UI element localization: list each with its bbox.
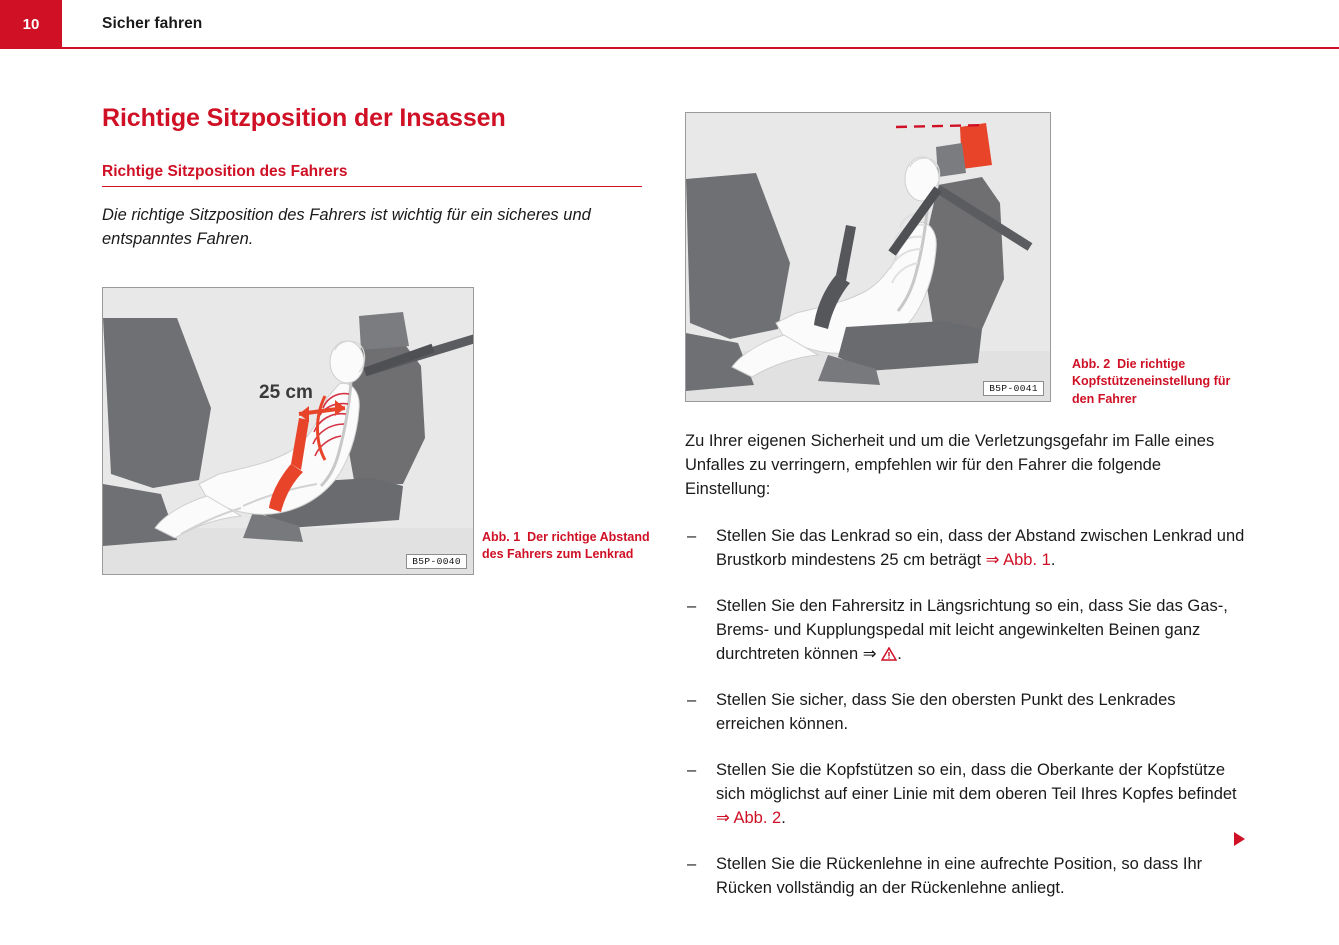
page-header — [0, 0, 1339, 48]
list-item — [685, 688, 1245, 737]
figure-2-caption-text: Die richtige Kopfstützeneinstellung für den Fahrer — [1072, 357, 1231, 406]
figure-1-label: Abb. 1 — [482, 530, 521, 544]
list-item — [685, 594, 1245, 667]
figure-2-label: Abb. 2 — [1072, 357, 1111, 371]
right-column — [685, 430, 1245, 922]
figure-1-image — [102, 287, 474, 575]
figure-1-caption-text: Der richtige Abstand des Fahrers zum Lenkrad — [482, 530, 650, 562]
list-item-text-end: . — [1050, 551, 1056, 570]
list-item-text-end: . — [781, 809, 786, 828]
intro-paragraph: Zu Ihrer eigenen Sicherheit und um die Verletzungsgefahr im Falle eines Unfalles zu verringern, empfehlen wir für den Fahrer die folgende Einstellung: — [685, 432, 1215, 498]
list-item-text: Stellen Sie die Kopfstützen so ein, dass die Oberkante der Kopfstütze sich möglichst auf einer Linie mit dem oberen Teil Ihres Kopfes befindet — [716, 760, 1237, 804]
list-marker: – — [687, 690, 697, 709]
list-item-text: Stellen Sie den Fahrersitz in Längsrichtung so ein, dass Sie das Gas-, Brems- und Kupplungspedal mit leicht angewinkelten Beinen ganz durchtreten können ⇒ — [716, 596, 1228, 664]
list-item-text: Stellen Sie das Lenkrad so ein, dass der Abstand zwischen Lenkrad und Brustkorb mindestens 25 cm beträgt — [716, 526, 1245, 570]
list-item — [685, 524, 1245, 573]
list-marker: – — [687, 596, 697, 615]
section-heading: Richtige Sitzposition des Fahrers — [102, 163, 642, 187]
page-number: 10 — [22, 15, 40, 33]
left-column — [102, 104, 662, 252]
figure-2-image — [685, 112, 1051, 402]
list-item — [685, 852, 1245, 901]
continue-arrow-icon — [1234, 832, 1245, 846]
list-item-text: Stellen Sie sicher, dass Sie den obersten Punkt des Lenkrades erreichen können. — [716, 690, 1176, 734]
figure-1-illustration — [103, 288, 473, 574]
warning-triangle-icon — [881, 647, 897, 661]
figure-2-illustration — [686, 113, 1050, 401]
page-title: Richtige Sitzposition der Insassen — [102, 104, 506, 132]
lead-paragraph: Die richtige Sitzposition des Fahrers ist wichtig für ein sicheres und entspanntes Fahren. — [102, 206, 591, 248]
chapter-running-head: Sicher fahren — [102, 15, 203, 32]
list-item-text: Stellen Sie die Rückenlehne in eine aufrechte Position, so dass Ihr Rücken vollständig an der Rückenlehne anliegt. — [716, 854, 1203, 898]
figure-2-caption — [1072, 356, 1242, 408]
figure-1-code: B5P-0040 — [406, 554, 467, 569]
list-marker: – — [687, 854, 697, 873]
cross-reference-abb1[interactable]: ⇒ Abb. 1 — [985, 551, 1051, 570]
instruction-list — [685, 524, 1245, 901]
figure-1-annotation: 25 cm — [259, 382, 313, 403]
page-number-badge — [0, 0, 62, 48]
figure-2-code: B5P-0041 — [983, 381, 1044, 396]
header-divider — [0, 47, 1339, 49]
list-marker: – — [687, 526, 697, 545]
cross-reference-abb2[interactable]: ⇒ Abb. 2 — [716, 809, 782, 828]
list-marker: – — [687, 760, 697, 779]
list-item-text-end: . — [897, 645, 902, 664]
list-item — [685, 758, 1245, 831]
figure-1-caption — [482, 529, 652, 564]
